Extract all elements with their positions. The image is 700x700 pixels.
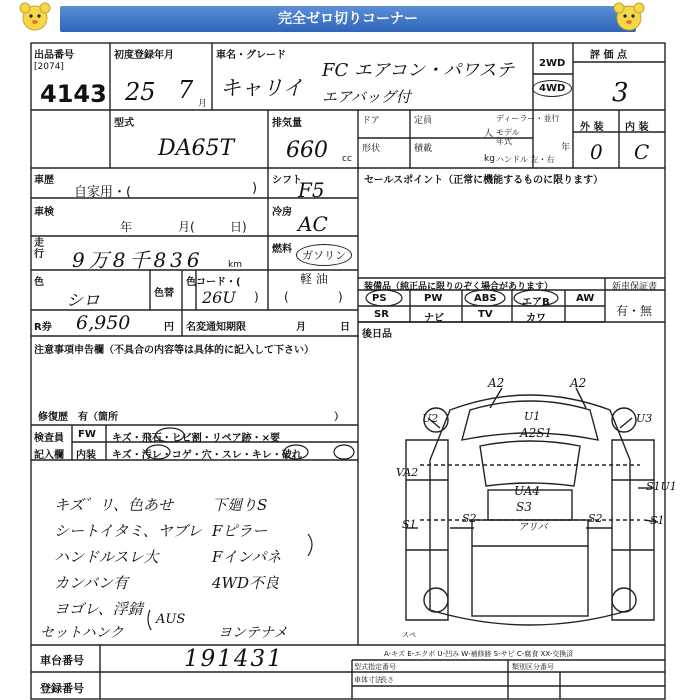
mark-ua4: UA4 <box>514 484 541 498</box>
mark-va2: VA2 <box>396 466 419 479</box>
exterior-grade: 0 <box>590 140 603 164</box>
chassis-label: 車台番号 <box>40 654 84 667</box>
remark-bracket-marks <box>140 520 340 630</box>
repair-history-label: 修復歴 有（箇所 <box>38 412 118 423</box>
lot-sub-number: [2074] <box>34 62 64 72</box>
mileage: 9万8千836 <box>72 248 204 272</box>
load-label: 積載 <box>414 144 433 154</box>
lot-number: 4143 <box>40 80 107 108</box>
equip-tv: TV <box>478 309 493 320</box>
remark-right-3: Fインパネ <box>212 548 282 566</box>
remark-2: シートイタミ、ヤブレ <box>54 522 203 540</box>
drive-2wd: 2WD <box>539 58 566 69</box>
shape-label: 形状 <box>362 144 381 154</box>
mark-u3: U3 <box>636 412 653 425</box>
fuel-diesel: 軽 油 <box>300 272 328 286</box>
ac-label: 冷房 <box>272 207 292 218</box>
yen-unit: 円 <box>164 322 174 333</box>
shift: F5 <box>298 178 325 202</box>
usage-value: 自家用・( <box>74 185 132 200</box>
warranty-value: 有・無 <box>616 304 653 318</box>
remark-right-1: 下廻りS <box>212 496 268 514</box>
color-code-label: 色コード・( <box>186 277 241 288</box>
grade: FC エアコン・パワステ <box>322 60 515 81</box>
kg-unit: kg <box>484 154 495 164</box>
fuel-gasoline-circled: ガソリン <box>296 244 352 266</box>
car-name: キャリイ <box>220 76 304 100</box>
cc-unit: cc <box>342 154 352 164</box>
fuel-label: 燃料 <box>272 244 292 255</box>
first-registration-label: 初度登録年月 <box>114 50 174 61</box>
inspection-day: 日) <box>230 220 247 234</box>
grade-extra: エアバッグ付 <box>322 88 411 106</box>
usage-label: 車歴 <box>34 175 54 186</box>
color-label: 色 <box>34 277 44 288</box>
sales-point-label: セールスポイント（正常に機能するものに限ります） <box>364 175 604 186</box>
remark-right-2: Fピラー <box>212 522 268 540</box>
color: シロ <box>66 291 100 311</box>
remark-5: ヨゴレ、浮錆 <box>54 600 143 618</box>
page-title: 完全ゼロ切りコーナー <box>60 6 636 32</box>
mark-s1-right: S1 <box>650 514 665 527</box>
type-designation-label: 型式指定番号 <box>354 663 396 671</box>
remark-6: セットハンク <box>40 625 124 641</box>
remark-antenna: ヨンテナメ <box>218 625 288 641</box>
drive-4wd-circled: 4WD <box>532 80 572 97</box>
check-circle-marks <box>100 424 360 462</box>
displacement: 660 <box>286 138 328 163</box>
color-code-close: ) <box>254 290 259 304</box>
model-code: DA65T <box>158 136 235 161</box>
damage-legend: A-キズ E-エクボ U-凹み W-補修跡 S-サビ C-腐食 XX-交換済 <box>384 650 574 658</box>
warranty-label: 新車保証書 <box>612 282 658 292</box>
interior-checks: キズ・汚レ・コゲ・穴・スレ・キレ・破れ <box>112 450 302 461</box>
mark-s2-right: S2 <box>588 512 603 525</box>
mark-s1u1: S1U1 <box>646 480 677 493</box>
handle-label: ハンドル 左・右 <box>496 155 555 164</box>
ac: AC <box>298 212 328 236</box>
equip-ps: PS <box>372 293 387 304</box>
registration-label: 登録番号 <box>40 682 84 695</box>
month-suffix: 月 <box>198 99 208 109</box>
mark-u2: U2 <box>422 412 439 425</box>
fuel-paren-open: ( <box>284 290 289 304</box>
dealer-label: ディーラー・並行 <box>496 114 560 123</box>
mark-s3: S3 <box>516 500 532 514</box>
lot-number-label: 出品番号 <box>34 50 74 61</box>
recycle-value: 6,950 <box>76 312 131 334</box>
inspection-label: 車検 <box>34 207 54 218</box>
equip-abs: ABS <box>474 293 497 304</box>
car-name-grade-label: 車名・グレード <box>216 50 286 61</box>
displacement-label: 排気量 <box>272 118 302 129</box>
exterior-label: 外 装 <box>580 122 604 133</box>
rear-items-label: 後日品 <box>362 329 392 340</box>
fuel-paren-close: ) <box>338 290 343 304</box>
model-year-label: モデル年式 <box>496 128 520 146</box>
rating: 3 <box>612 78 629 108</box>
length-label: 長さ <box>380 676 394 684</box>
interior-grade: C <box>634 140 650 164</box>
usage-close: ) <box>252 181 258 196</box>
capacity-label: 定員 <box>414 116 433 126</box>
remark-right-4: 4WD不良 <box>212 574 279 592</box>
equipment-circle-marks <box>358 284 608 310</box>
mark-s1-left: S1 <box>402 518 417 531</box>
remark-1: キズ゛リ、色あせ <box>54 496 173 514</box>
name-change-month: 月 <box>296 322 306 333</box>
mark-a2-right: A2 <box>570 376 587 390</box>
door-label: ドア <box>362 116 380 126</box>
repair-history-close: ） <box>334 412 344 423</box>
equip-leather: カワ <box>526 313 546 324</box>
mark-u1: U1 <box>524 410 541 423</box>
category-number-label: 類別区分番号 <box>512 663 554 671</box>
mark-s2-left: S2 <box>462 512 477 525</box>
name-change-label: 名変通知期限 <box>186 322 246 333</box>
equip-airbag: エアB <box>522 297 550 308</box>
type-label: 型式 <box>114 118 134 129</box>
name-change-day: 日 <box>340 322 350 333</box>
interior-label: 内 装 <box>625 122 649 133</box>
inspection-month: 月( <box>178 220 195 234</box>
equip-sr: SR <box>374 309 389 320</box>
chassis-number: 191431 <box>184 646 284 672</box>
shift-label: シフト <box>272 175 302 186</box>
mileage-label: 走行 <box>34 238 44 260</box>
equip-pw: PW <box>424 293 443 304</box>
year-mark: 年 <box>561 143 571 153</box>
mark-a2s1: A2S1 <box>520 426 553 440</box>
remark-3: ハンドルスレ大 <box>54 548 159 566</box>
mark-hatch: アリバ <box>518 522 548 533</box>
body-size-label: 車体寸法 <box>354 676 382 684</box>
first-registration-year: 25 <box>125 78 156 106</box>
remark-4: カンバン有 <box>54 574 128 592</box>
color-code: 26U <box>202 288 236 307</box>
notes-label: 注意事項申告欄（不具合の内容等は具体的に記入して下さい） <box>34 345 314 356</box>
cabin-label: 内装 <box>76 450 96 461</box>
inspection-year: 年 <box>120 220 133 234</box>
mark-a2-left: A2 <box>488 376 505 390</box>
color-change-label: 色替 <box>154 288 174 299</box>
fw-label: FW <box>78 429 96 440</box>
remark-aus: AUS <box>156 612 186 627</box>
persons-unit: 人 <box>484 129 494 139</box>
exterior-checks: キズ・飛石・ヒビ割・リペア跡・×要 <box>112 433 280 444</box>
recycle-label: R券 <box>34 322 52 333</box>
equip-navi: ナビ <box>424 313 444 324</box>
equipment-label: 装備品（純正品に限りのぞく場合があります） <box>364 282 554 292</box>
rating-label: 評 価 点 <box>590 50 627 61</box>
first-registration-month: 7 <box>178 76 194 104</box>
km-unit: km <box>228 260 242 270</box>
entry-label: 記入欄 <box>34 450 64 461</box>
equip-aw: AW <box>576 293 595 304</box>
inspector-label: 検査員 <box>34 433 64 444</box>
mark-bottom-note: スペ <box>402 631 416 639</box>
